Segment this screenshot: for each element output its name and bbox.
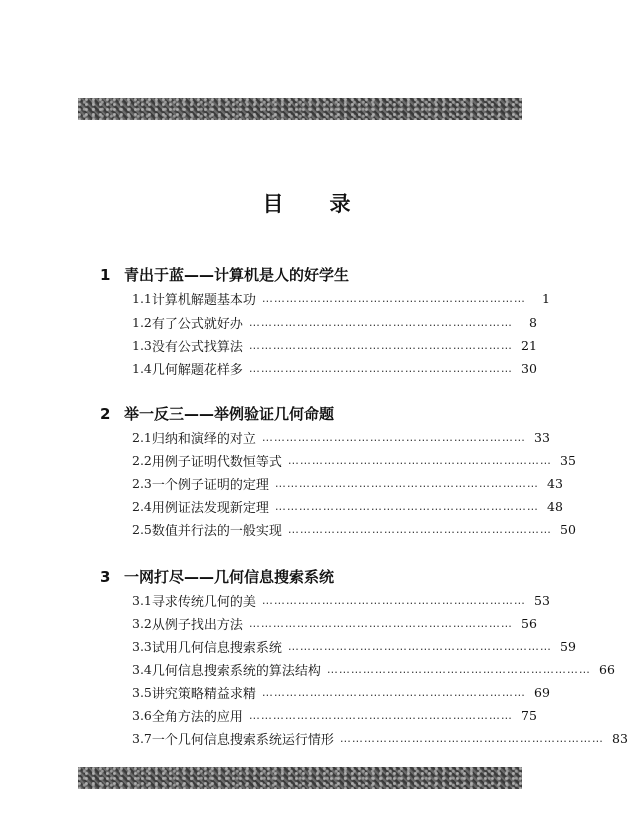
dot-leader: ………………………………………………………… xyxy=(248,315,513,329)
entry-number: 2.4 xyxy=(132,498,152,514)
dot-leader: ………………………………………………………… xyxy=(287,522,552,536)
toc-entry[interactable] xyxy=(132,590,550,610)
entry-title: 一个几何信息搜索系统运行情形 xyxy=(151,732,334,748)
entry-page: 75 xyxy=(521,707,537,723)
toc-entry[interactable] xyxy=(132,450,576,470)
entry-number: 1.2 xyxy=(132,314,152,330)
entry-page: 66 xyxy=(599,661,615,677)
toc-entry[interactable] xyxy=(132,682,550,702)
toc-entry[interactable] xyxy=(132,728,628,748)
dot-leader: ………………………………………………………… xyxy=(274,476,539,490)
entry-page: 48 xyxy=(547,498,563,514)
entry-title: 用例证法发现新定理 xyxy=(151,500,269,516)
toc-entry[interactable] xyxy=(132,613,537,633)
entry-page: 43 xyxy=(547,475,563,491)
toc-entry[interactable] xyxy=(132,427,550,447)
dot-leader: ………………………………………………………… xyxy=(287,453,552,467)
entry-page: 69 xyxy=(534,684,550,700)
entry-number: 2.5 xyxy=(132,521,152,537)
chapter-number: 2 xyxy=(100,405,111,423)
entry-page: 21 xyxy=(521,337,537,353)
entry-number: 3.6 xyxy=(132,707,152,723)
toc-entry[interactable] xyxy=(132,288,550,308)
entry-title: 一个例子证明的定理 xyxy=(151,477,269,493)
chapter-heading[interactable] xyxy=(100,566,520,587)
chapter-heading[interactable] xyxy=(100,403,520,424)
entry-title: 全角方法的应用 xyxy=(151,709,243,725)
dot-leader: ………………………………………………………… xyxy=(248,361,513,375)
dot-leader: ………………………………………………………… xyxy=(339,731,604,745)
entry-number: 3.4 xyxy=(132,661,152,677)
entry-page: 56 xyxy=(521,615,537,631)
entry-number: 1.4 xyxy=(132,360,152,376)
entry-number: 3.5 xyxy=(132,684,152,700)
entry-title: 寻求传统几何的美 xyxy=(151,594,256,610)
entry-title: 没有公式找算法 xyxy=(151,339,243,355)
toc-entry[interactable] xyxy=(132,473,563,493)
dot-leader: ………………………………………………………… xyxy=(248,616,513,630)
dot-leader: ………………………………………………………… xyxy=(248,708,513,722)
toc-entry[interactable] xyxy=(132,312,537,332)
entry-number: 1.3 xyxy=(132,337,152,353)
chapter-number: 3 xyxy=(100,568,111,586)
entry-page: 83 xyxy=(612,730,628,746)
toc-entry[interactable] xyxy=(132,519,576,539)
entry-title: 从例子找出方法 xyxy=(151,617,243,633)
dot-leader: ………………………………………………………… xyxy=(248,338,513,352)
dot-leader: ………………………………………………………… xyxy=(261,291,526,305)
entry-page: 59 xyxy=(560,638,576,654)
entry-title: 计算机解题基本功 xyxy=(151,292,256,308)
entry-page: 1 xyxy=(541,290,550,306)
entry-number: 3.1 xyxy=(132,592,152,608)
entry-number: 3.2 xyxy=(132,615,152,631)
entry-title: 有了公式就好办 xyxy=(151,316,243,332)
chapter-title: 举一反三——举例验证几何命题 xyxy=(124,405,335,423)
chapter-title: 青出于蓝——计算机是人的好学生 xyxy=(124,266,350,284)
title-char-2: 录 xyxy=(329,192,351,216)
dot-leader: ………………………………………………………… xyxy=(274,499,539,513)
entry-title: 几何解题花样多 xyxy=(151,362,243,378)
entry-number: 1.1 xyxy=(132,290,152,306)
entry-number: 3.7 xyxy=(132,730,152,746)
page-title xyxy=(0,188,613,218)
header-decorative-band xyxy=(78,98,522,120)
footer-decorative-band xyxy=(78,767,522,789)
entry-number: 2.1 xyxy=(132,429,152,445)
title-char-1: 目 xyxy=(262,192,284,216)
entry-title: 用例子证明代数恒等式 xyxy=(151,454,282,470)
entry-number: 3.3 xyxy=(132,638,152,654)
toc-entry[interactable] xyxy=(132,636,576,656)
toc-entry[interactable] xyxy=(132,496,563,516)
dot-leader: ………………………………………………………… xyxy=(261,430,526,444)
entry-page: 30 xyxy=(521,360,537,376)
entry-title: 讲究策略精益求精 xyxy=(151,686,256,702)
dot-leader: ………………………………………………………… xyxy=(326,662,591,676)
entry-number: 2.2 xyxy=(132,452,152,468)
entry-title: 试用几何信息搜索系统 xyxy=(151,640,282,656)
entry-page: 53 xyxy=(534,592,550,608)
entry-title: 数值并行法的一般实现 xyxy=(151,523,282,539)
dot-leader: ………………………………………………………… xyxy=(287,639,552,653)
chapter-heading[interactable] xyxy=(100,264,520,285)
toc-entry[interactable] xyxy=(132,659,615,679)
toc-entry[interactable] xyxy=(132,335,537,355)
entry-page: 8 xyxy=(528,314,537,330)
entry-title: 归纳和演绎的对立 xyxy=(151,431,256,447)
entry-page: 33 xyxy=(534,429,550,445)
toc-entry[interactable] xyxy=(132,705,537,725)
entry-page: 35 xyxy=(560,452,576,468)
entry-title: 几何信息搜索系统的算法结构 xyxy=(151,663,321,679)
entry-number: 2.3 xyxy=(132,475,152,491)
entry-page: 50 xyxy=(560,521,576,537)
dot-leader: ………………………………………………………… xyxy=(261,593,526,607)
chapter-title: 一网打尽——几何信息搜索系统 xyxy=(124,568,335,586)
dot-leader: ………………………………………………………… xyxy=(261,685,526,699)
toc-entry[interactable] xyxy=(132,358,537,378)
chapter-number: 1 xyxy=(100,266,111,284)
